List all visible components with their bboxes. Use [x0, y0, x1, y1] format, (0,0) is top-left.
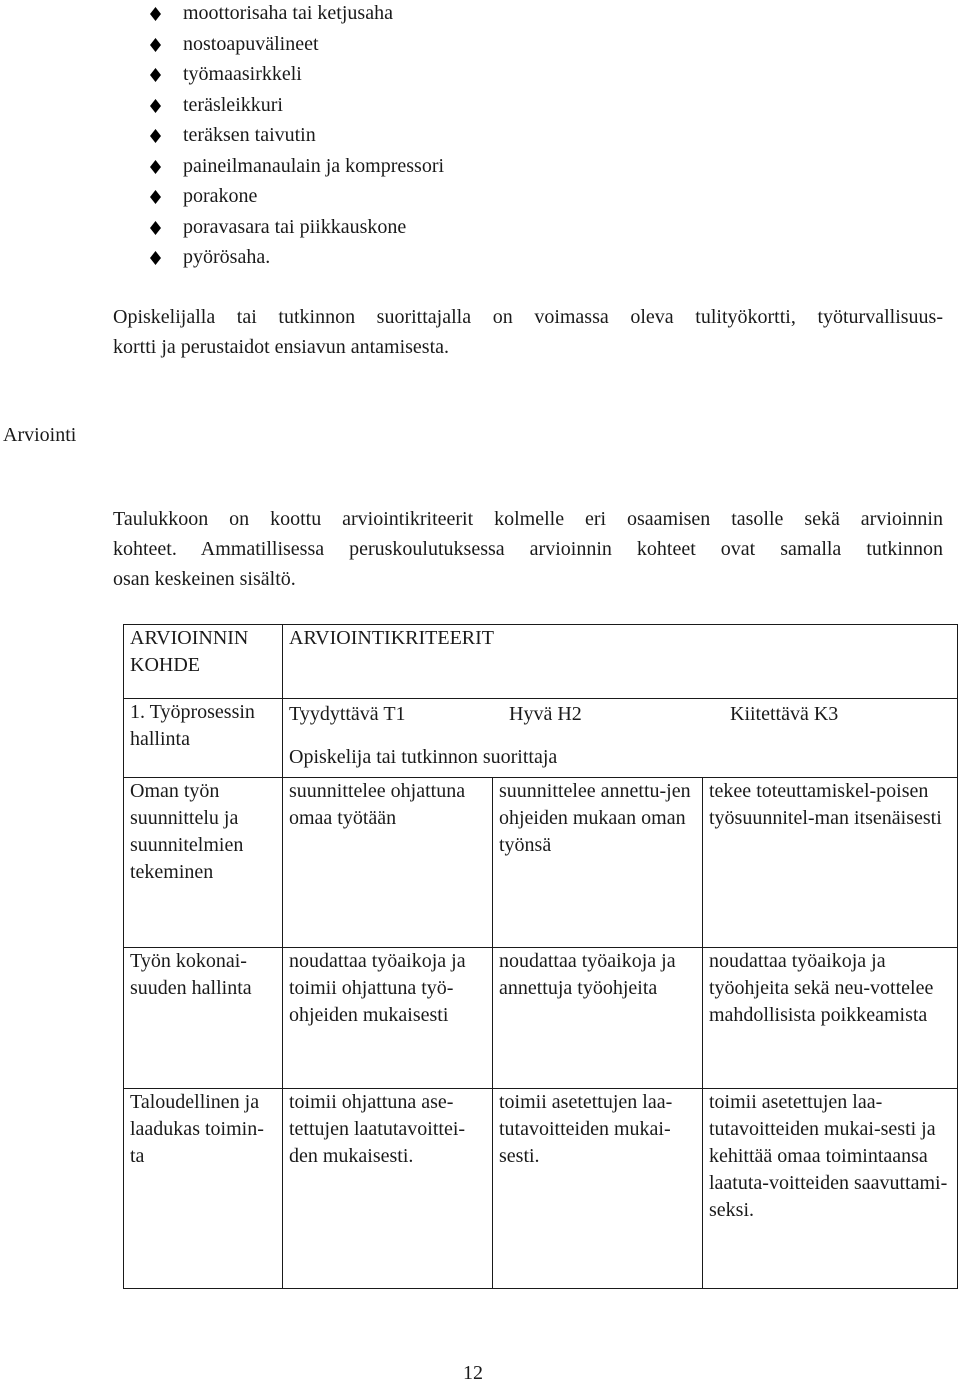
page-number: 12 — [463, 1362, 483, 1384]
list-item — [150, 31, 444, 62]
row-h2: toimii asetettujen laa-tutavoitteiden mukai-sesti. — [493, 1089, 703, 1289]
list-item — [150, 122, 444, 153]
header-criteria: ARVIOINTIKRITEERIT — [283, 625, 958, 699]
row-target: Taloudellinen ja laadukas toimin-ta — [124, 1089, 283, 1289]
diamond-bullet-icon — [150, 38, 161, 52]
list-item — [150, 244, 444, 275]
equipment-list — [150, 0, 444, 275]
list-item — [150, 0, 444, 31]
header-target: ARVIOINNIN KOHDE — [124, 625, 283, 699]
list-item-text: nostoapuvälineet — [183, 32, 319, 55]
table-row — [124, 1089, 958, 1289]
diamond-bullet-icon — [150, 99, 161, 113]
paragraph-assessment-intro — [113, 504, 943, 594]
list-item-text: paineilmanaulain ja kompressori — [183, 154, 445, 177]
table-row — [124, 948, 958, 1089]
list-item-text: moottorisaha tai ketjusaha — [183, 2, 393, 24]
paragraph-line: kortti ja perustaidot ensiavun antamisesta. — [113, 336, 450, 358]
paragraph-line: osan keskeinen sisältö. — [113, 568, 296, 590]
table-levels-row — [124, 699, 958, 778]
row-target: Oman työn suunnittelu ja suunnitelmien tekeminen — [124, 778, 283, 948]
diamond-bullet-icon — [150, 68, 161, 82]
row-k3: tekee toteuttamiskel-poisen työsuunnitel-man itsenäisesti — [703, 778, 958, 948]
row-t1: suunnittelee ohjattuna omaa työtään — [283, 778, 493, 948]
list-item — [150, 214, 444, 245]
paragraph-line: kohteet. Ammatillisessa peruskoulutuksessa arvioinnin kohteet ovat samalla tutkinnon — [113, 538, 943, 560]
diamond-bullet-icon — [150, 129, 161, 143]
row-target: Työn kokonai-suuden hallinta — [124, 948, 283, 1089]
levels-line — [289, 701, 953, 728]
diamond-bullet-icon — [150, 251, 161, 265]
list-item-text: teräsleikkuri — [183, 93, 283, 116]
table-header-row — [124, 625, 958, 699]
row-h2: suunnittelee annettu-jen ohjeiden mukaan oman työnsä — [493, 778, 703, 948]
paragraph-certificates — [113, 302, 943, 362]
list-item-text: poravasara tai piikkauskone — [183, 215, 407, 238]
subject-line: Opiskelija tai tutkinnon suorittaja — [289, 746, 558, 768]
section-heading: Arviointi — [3, 424, 77, 446]
list-item — [150, 92, 444, 123]
row-k3: toimii asetettujen laa-tutavoitteiden mukai-sesti ja kehittää omaa toimintaansa laatuta-voitteiden saavuttami-seksi. — [703, 1089, 958, 1289]
list-item — [150, 183, 444, 214]
level-k3: Kiitettävä K3 — [730, 703, 839, 725]
list-item-text: teräksen taivutin — [183, 124, 316, 146]
section-title-cell: 1. Työprosessin hallinta — [124, 699, 283, 778]
row-t1: noudattaa työaikoja ja toimii ohjattuna työ-ohjeiden mukaisesti — [283, 948, 493, 1089]
diamond-bullet-icon — [150, 7, 161, 21]
assessment-criteria-table — [123, 624, 958, 1289]
row-h2: noudattaa työaikoja ja annettuja työohjeita — [493, 948, 703, 1089]
row-t1: toimii ohjattuna ase-tettujen laatutavoittei-den mukaisesti. — [283, 1089, 493, 1289]
list-item-text: porakone — [183, 185, 258, 207]
levels-cell — [283, 699, 958, 778]
list-item-text: pyörösaha. — [183, 246, 271, 268]
list-item — [150, 153, 444, 184]
list-item — [150, 61, 444, 92]
diamond-bullet-icon — [150, 160, 161, 174]
table-row — [124, 778, 958, 948]
row-k3: noudattaa työaikoja ja työohjeita sekä neu-vottelee mahdollisista poikkeamista — [703, 948, 958, 1089]
diamond-bullet-icon — [150, 190, 161, 204]
paragraph-line: Taulukkoon on koottu arviointikriteerit kolmelle eri osaamisen tasolle sekä arvioinnin — [113, 508, 943, 530]
list-item-text: työmaasirkkeli — [183, 63, 302, 85]
level-h2: Hyvä H2 — [509, 703, 582, 725]
paragraph-line: Opiskelijalla tai tutkinnon suorittajalla on voimassa oleva tulityökortti, työturvallisuus- — [113, 306, 943, 328]
diamond-bullet-icon — [150, 221, 161, 235]
level-t1: Tyydyttävä T1 — [289, 703, 406, 725]
